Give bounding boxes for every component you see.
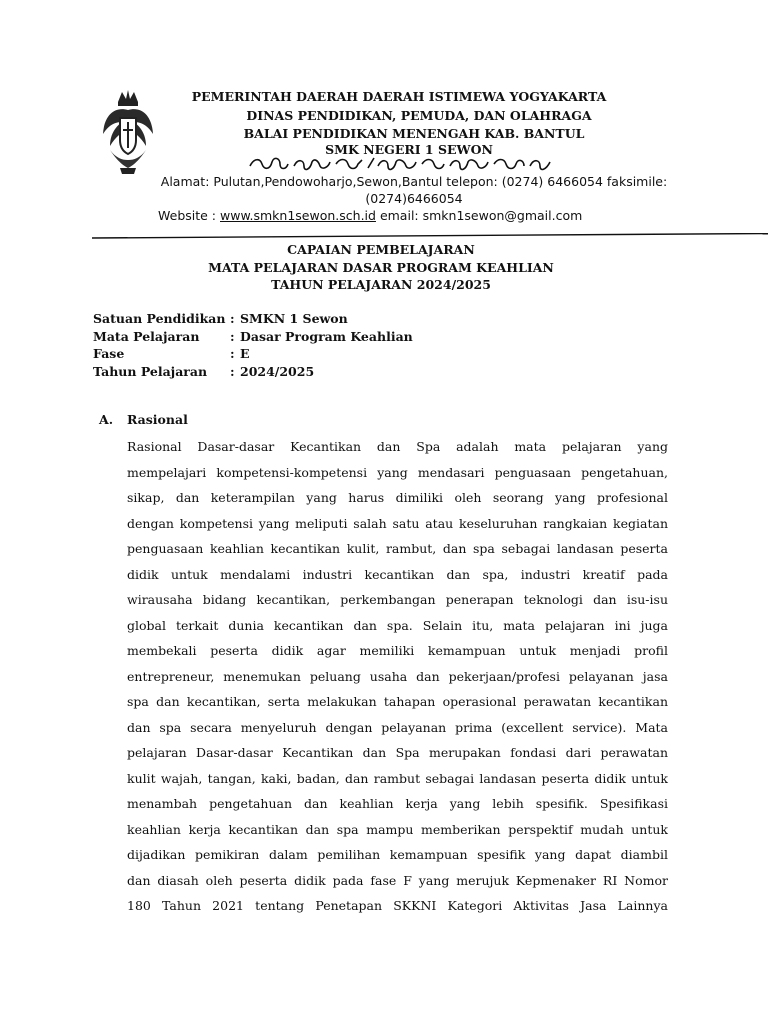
- info-colon: :: [230, 363, 235, 379]
- info-row: [93, 328, 413, 346]
- paragraph-line: kulit wajah, tangan, kaki, badan, dan rambut sebagai landasan peserta didik untuk: [127, 771, 668, 786]
- info-colon: :: [230, 311, 235, 326]
- info-label: Satuan Pendidikan: [93, 311, 226, 326]
- info-colon: :: [230, 346, 235, 361]
- section-title: Rasional: [127, 412, 188, 427]
- paragraph-line: Rasional Dasar-dasar Kecantikan dan Spa adalah mata pelajaran yang: [127, 439, 668, 454]
- paragraph-line: dengan kompetensi yang meliputi salah satu atau keseluruhan rangkaian kegiatan: [127, 516, 668, 531]
- document-info: [93, 310, 413, 380]
- section-heading: [99, 411, 188, 429]
- paragraph-line: dijadikan pemikiran dalam pemilihan kemampuan spesifik yang dapat diambil: [127, 847, 668, 862]
- paragraph-line: membekali peserta didik agar memiliki kemampuan untuk menjadi profil: [127, 643, 668, 658]
- section-letter: A.: [99, 412, 114, 427]
- info-label: Fase: [93, 346, 125, 361]
- letterhead-school-name: SMK NEGERI 1 SEWON: [325, 142, 493, 157]
- info-colon: :: [230, 328, 235, 344]
- paragraph-line: entrepreneur, menemukan peluang usaha dan pekerjaan/profesi pelayanan jasa: [127, 669, 668, 684]
- paragraph-line: keahlian kerja kecantikan dan spa mampu memberikan perspektif mudah untuk: [127, 822, 668, 837]
- info-label: Tahun Pelajaran: [93, 363, 208, 379]
- document-title: CAPAIAN PEMBELAJARAN: [287, 242, 475, 257]
- info-value: SMKN 1 Sewon: [240, 311, 348, 326]
- paragraph-line: didik untuk mendalami industri kecantikan dan spa, industri kreatif pada: [127, 567, 668, 582]
- info-label: Mata Pelajaran: [93, 328, 200, 344]
- document-year: TAHUN PELAJARAN 2024/2025: [271, 277, 491, 292]
- letterhead-fax: (0274)6466054: [365, 191, 463, 206]
- letterhead-department: DINAS PENDIDIKAN, PEMUDA, DAN OLAHRAGA: [246, 108, 592, 123]
- paragraph-line: mempelajari kompetensi-kompetensi yang mendasari penguasaan pengetahuan,: [127, 465, 668, 480]
- website-link[interactable]: www.smkn1sewon.sch.id: [220, 208, 376, 223]
- website-label: Website :: [158, 208, 220, 223]
- paragraph-line: dan spa secara menyeluruh dengan pelayanan prima (excellent service). Mata: [127, 720, 668, 735]
- info-value: Dasar Program Keahlian: [240, 328, 413, 344]
- letterhead-address: Alamat: Pulutan,Pendowoharjo,Sewon,Bantul telepon: (0274) 6466054 faksimile:: [160, 174, 668, 189]
- letterhead-contact: [158, 207, 582, 225]
- paragraph-line: 180 Tahun 2021 tentang Penetapan SKKNI Kategori Aktivitas Jasa Lainnya: [127, 898, 668, 913]
- email-text: email: smkn1sewon@gmail.com: [375, 208, 583, 223]
- paragraph-line: menambah pengetahuan dan keahlian kerja yang lebih spesifik. Spesifikasi: [127, 796, 668, 811]
- paragraph-line: penguasaan keahlian kecantikan kulit, rambut, dan spa sebagai landasan peserta: [127, 541, 668, 556]
- info-row: [93, 363, 413, 381]
- letterhead-office: BALAI PENDIDIKAN MENENGAH KAB. BANTUL: [243, 126, 585, 141]
- info-row: [93, 310, 413, 328]
- letterhead-divider: [92, 233, 768, 239]
- paragraph-line: dan diasah oleh peserta didik pada fase F yang merujuk Kepmenaker RI Nomor: [127, 873, 668, 888]
- paragraph-line: sikap, dan keterampilan yang harus dimiliki oleh seorang yang profesional: [127, 490, 668, 505]
- paragraph-line: global terkait dunia kecantikan dan spa. Selain itu, mata pelajaran ini juga: [127, 618, 668, 633]
- document-subtitle: MATA PELAJARAN DASAR PROGRAM KEAHLIAN: [208, 260, 554, 275]
- paragraph-line: pelajaran Dasar-dasar Kecantikan dan Spa merupakan fondasi dari perawatan: [127, 745, 668, 760]
- info-value: 2024/2025: [240, 363, 315, 379]
- info-value: E: [240, 346, 250, 361]
- letterhead-government: PEMERINTAH DAERAH DAERAH ISTIMEWA YOGYAKARTA: [191, 89, 607, 104]
- info-row: [93, 345, 413, 363]
- paragraph-line: wirausaha bidang kecantikan, perkembangan penerapan teknologi dan isu-isu: [127, 592, 668, 607]
- javanese-script-line: [248, 154, 553, 174]
- paragraph-line: spa dan kecantikan, serta melakukan tahapan operasional perawatan kecantikan: [127, 694, 668, 709]
